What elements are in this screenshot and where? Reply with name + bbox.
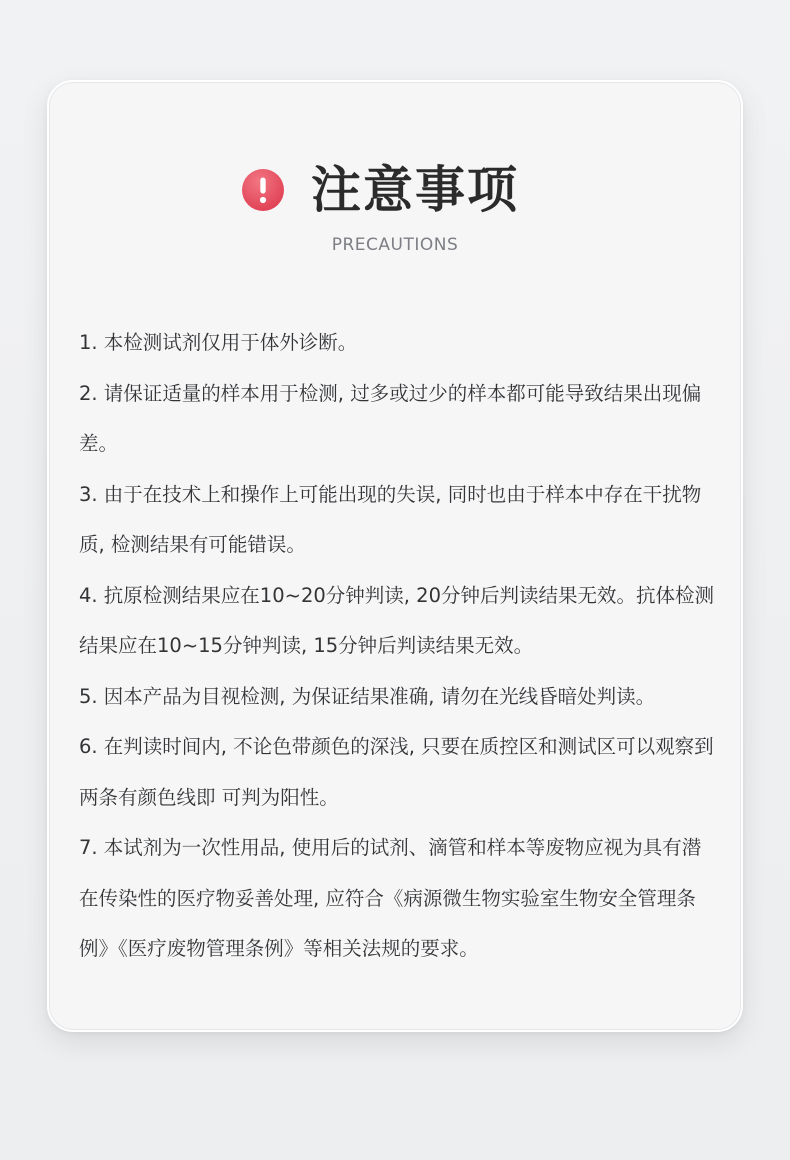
page-title: 注意事项 [311,161,519,219]
precautions-list [79,318,717,975]
list-item: 7. 本试剂为一次性用品, 使用后的试剂、滴管和样本等废物应视为具有潜在传染性的医疗物妥善处理, 应符合《病源微生物实验室生物安全管理条例》《医疗废物管理条例》等相关法规的要求。 [79,836,702,960]
list-item: 2. 请保证适量的样本用于检测, 过多或过少的样本都可能导致结果出现偏差。 [79,381,702,455]
precautions-card [47,80,743,1032]
list-item: 5. 因本产品为目视检测, 为保证结果准确, 请勿在光线昏暗处判读。 [79,684,656,708]
page-subtitle: PRECAUTIONS [331,235,459,255]
list-item: 1. 本检测试剂仅用于体外诊断。 [79,331,358,354]
list-item: 6. 在判读时间内, 不论色带颜色的深浅, 只要在质控区和测试区可以观察到两条有颜色线即 可判为阳性。 [79,735,714,809]
title-row [49,160,741,220]
list-item: 4. 抗原检测结果应在10~20分钟判读, 20分钟后判读结果无效。抗体检测结果应在10~15分钟判读, 15分钟后判读结果无效。 [79,583,714,657]
list-item: 3. 由于在技术上和操作上可能出现的失误, 同时也由于样本中存在干扰物质, 检测结果有可能错误。 [79,482,702,556]
exclamation-circle-icon [241,168,285,212]
